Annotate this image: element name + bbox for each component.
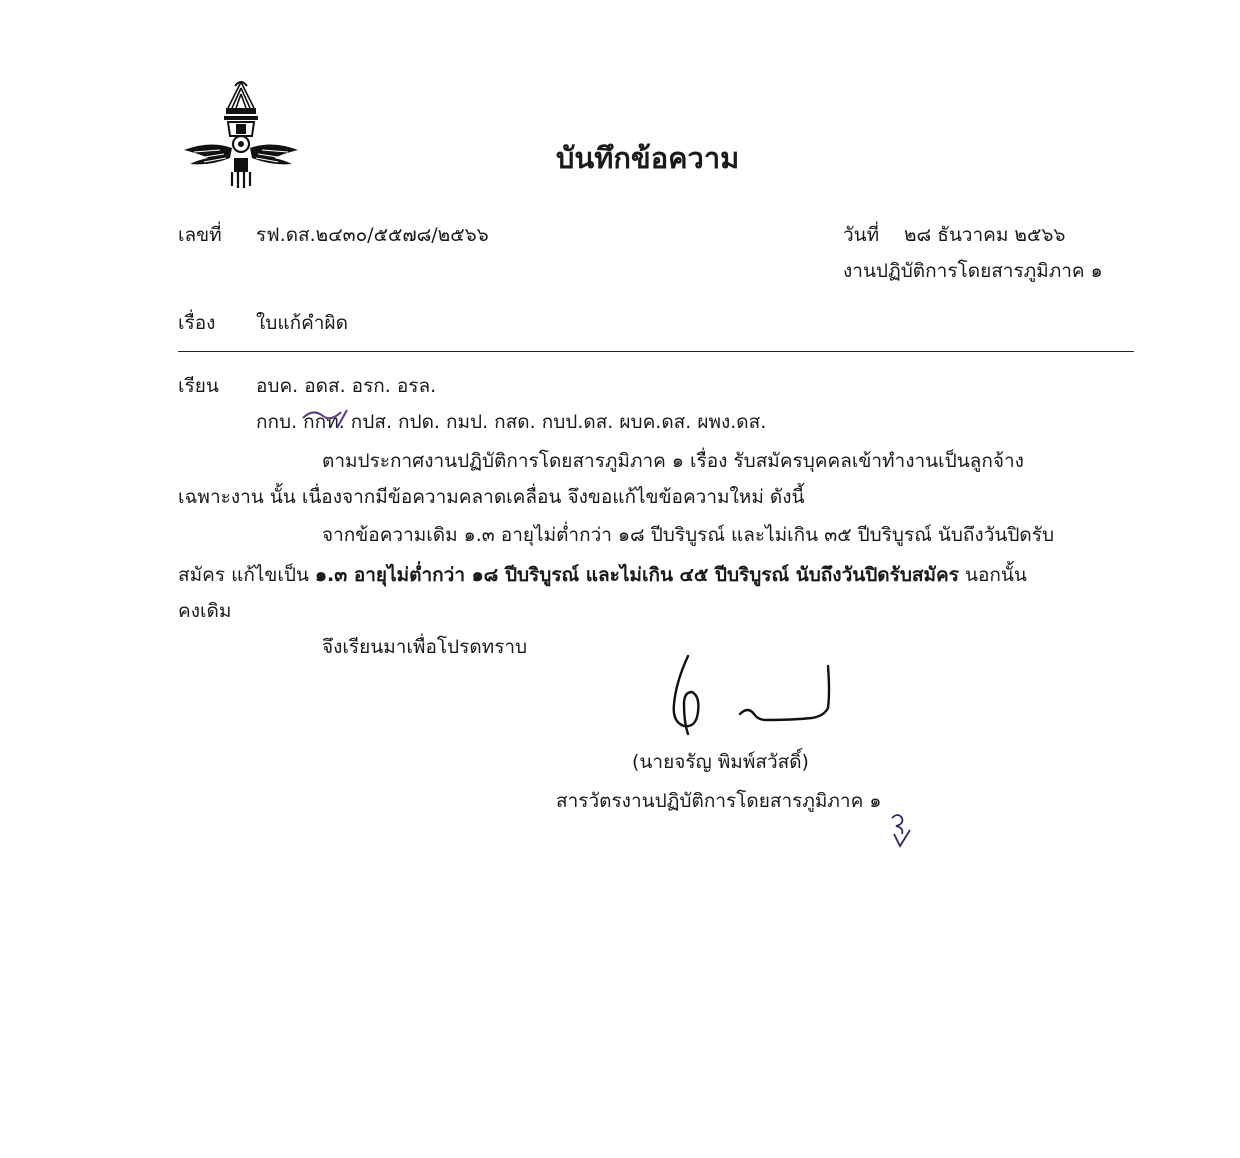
para-2-line-2-start: สมัคร แก้ไขเป็น bbox=[178, 564, 309, 586]
subject-value: ใบแก้คำผิด bbox=[256, 312, 348, 334]
para-2-line-2 bbox=[178, 563, 1027, 587]
subject-label: เรื่อง bbox=[178, 312, 216, 334]
to-line-2-prefix: กกบ. bbox=[256, 411, 298, 433]
para-2-line-1: จากข้อความเดิม ๑.๓ อายุไม่ต่ำกว่า ๑๘ ปีบริบูรณ์ และไม่เกิน ๓๕ ปีบริบูรณ์ นับถึงวันปิดรับ bbox=[322, 524, 1055, 546]
number-value: รฟ.ดส.๒๔๓๐/๕๕๗๘/๒๕๖๖ bbox=[256, 224, 489, 246]
closing-line: จึงเรียนมาเพื่อโปรดทราบ bbox=[322, 636, 528, 658]
header-divider bbox=[178, 351, 1134, 352]
to-line-2-rest: กปส. กปด. กมป. กสด. กบป.ดส. ผบค.ดส. ผพง.ดส. bbox=[350, 411, 767, 433]
to-line-2 bbox=[256, 410, 766, 434]
number-label: เลขที่ bbox=[178, 224, 222, 246]
to-label: เรียน bbox=[178, 375, 219, 397]
para-2-line-3: คงเดิม bbox=[178, 600, 232, 622]
to-line-1: อบค. อดส. อรก. อรล. bbox=[256, 375, 437, 397]
handwritten-signature-icon bbox=[662, 652, 842, 744]
memo-title: บันทึกข้อความ bbox=[556, 141, 740, 175]
handwritten-initial-icon bbox=[884, 810, 914, 850]
department: งานปฏิบัติการโดยสารภูมิภาค ๑ bbox=[843, 260, 1103, 282]
para-2-correction: ๑.๓ อายุไม่ต่ำกว่า ๑๘ ปีบริบูรณ์ และไม่เกิน ๔๕ ปีบริบูรณ์ นับถึงวันปิดรับสมัคร bbox=[314, 564, 959, 586]
date-label: วันที่ bbox=[843, 224, 880, 246]
para-1-line-2: เฉพาะงาน นั้น เนื่องจากมีข้อความคลาดเคลื่อน จึงขอแก้ไขข้อความใหม่ ดังนี้ bbox=[178, 486, 805, 508]
struck-recipient-text: กกท. bbox=[303, 411, 345, 433]
para-1-line-1: ตามประกาศงานปฏิบัติการโดยสารภูมิภาค ๑ เรื่อง รับสมัครบุคคลเข้าทำงานเป็นลูกจ้าง bbox=[322, 450, 1024, 472]
struck-recipient bbox=[303, 410, 345, 434]
signer-name: (นายจรัญ พิมพ์สวัสดิ์) bbox=[632, 751, 809, 773]
para-2-line-2-end: นอกนั้น bbox=[965, 564, 1027, 586]
signer-position: สารวัตรงานปฏิบัติการโดยสารภูมิภาค ๑ bbox=[556, 790, 882, 812]
date-value: ๒๘ ธันวาคม ๒๕๖๖ bbox=[904, 224, 1066, 246]
state-railway-emblem-icon bbox=[180, 78, 302, 190]
